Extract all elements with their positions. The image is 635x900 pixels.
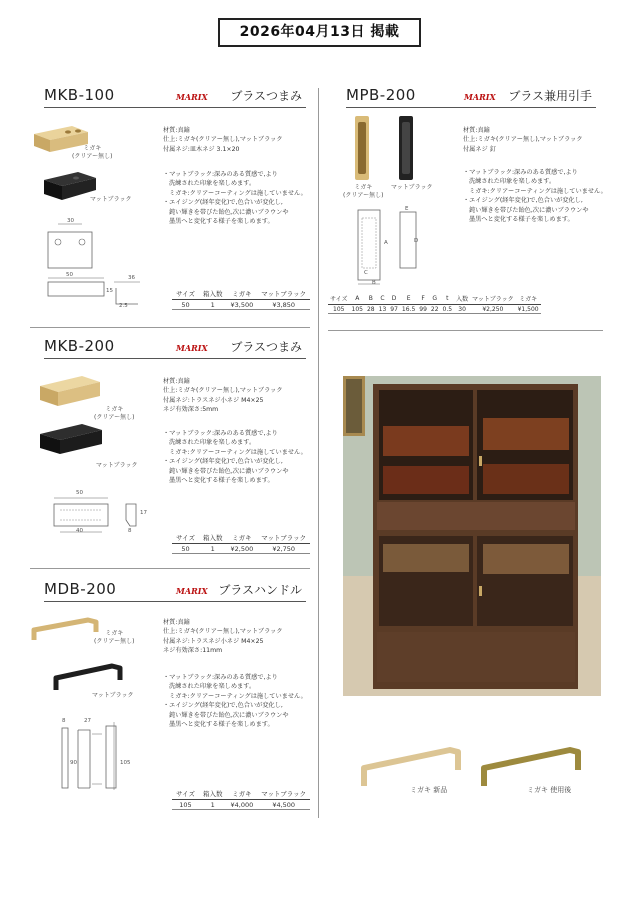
mpb200-dim-b: B <box>372 280 376 286</box>
mpb200-dim-c: C <box>364 270 368 276</box>
section-header-mkb200 <box>44 337 306 359</box>
mpb200-dim-d: D <box>414 238 419 244</box>
mpb200-brass-image <box>352 114 372 182</box>
product-title: ブラスつまみ <box>230 340 302 354</box>
mkb200-dim-pitch: 40 <box>76 528 83 534</box>
brand-logo: MARIX <box>176 586 208 596</box>
mdb200-drawing <box>56 720 136 792</box>
mpb200-price-table: サイズ A B C D E F G t 入数 マットブラック ミガキ 105 105 28 13 97 16.5 99 22 0.5 30 ¥2,250 ¥1,500 <box>330 295 539 313</box>
date-heading: 2026年04月13日 掲載 <box>218 18 421 47</box>
mdb200-variant2-caption: マットブラック <box>92 692 134 699</box>
mkb100-dim-thickness: 2.5 <box>119 303 128 309</box>
mpb200-variant2-caption: マットブラック <box>391 184 433 191</box>
mkb100-spec: 材質:真鍮 仕上:ミガキ(クリアー無し),マットブラック 付属ネジ:皿木ネジ 3.1×20 <box>163 127 283 153</box>
mdb200-variant1-caption: ミガキ (クリアー無し) <box>94 630 135 645</box>
product-title: ブラスつまみ <box>230 89 302 103</box>
product-code: MPB-200 <box>346 86 416 104</box>
mdb200-dim-length: 105 <box>120 760 131 766</box>
section-header-mpb200 <box>346 86 596 108</box>
mkb200-notes: ・マットブラック:深みのある質感で,より 洗練された印象を楽しめます。 ミガキ:クリアーコーティングは施していません。 ・エイジング(経年変化)で,色合いが変化し, 鈍い輝きを帯びた飴色,次に濃いブラウンや 墨黒へと変化する様子を楽しめます。 <box>163 430 307 485</box>
mdb200-dim-depth: 27 <box>84 718 91 724</box>
bookcase-photo <box>343 376 601 696</box>
brand-logo: MARIX <box>464 92 496 102</box>
mpb200-notes: ・マットブラック:深みのある質感で,より 洗練された印象を楽しめます。 ミガキ:クリアーコーティングは施していません。 ・エイジング(経年変化)で,色合いが変化し, 鈍い輝きを帯びた飴色,次に濃いブラウンや 墨黒へと変化する様子を楽しめます。 <box>463 169 607 224</box>
mdb200-spec: 材質:真鍮 仕上:ミガキ(クリアー無し),マットブラック 付属ネジ:トラスネジ小ネジ M4×25 ネジ有効深さ:11mm <box>163 619 283 655</box>
product-code: MDB-200 <box>44 580 117 598</box>
brand-logo: MARIX <box>176 92 208 102</box>
mkb100-variant2-caption: マットブラック <box>90 196 132 203</box>
mkb200-price-table: サイズ 箱入数 ミガキ マットブラック 50 1 ¥2,500 ¥2,750 <box>172 533 310 554</box>
handle-aged-image <box>478 742 584 792</box>
center-divider <box>318 88 319 818</box>
mkb100-variant1-caption: ミガキ (クリアー無し) <box>72 145 113 160</box>
mkb100-dim-length: 50 <box>66 272 73 278</box>
divider-mpb200 <box>328 330 603 331</box>
mkb100-dim-side: 36 <box>128 275 135 281</box>
product-code: MKB-100 <box>44 86 115 104</box>
mkb200-dim-depth: 8 <box>128 528 132 534</box>
product-code: MKB-200 <box>44 337 115 355</box>
mkb200-spec: 材質:真鍮 仕上:ミガキ(クリアー無し),マットブラック 付属ネジ:トラスネジ小ネジ M4×25 ネジ有効深さ:5mm <box>163 378 283 414</box>
divider-mkb200 <box>30 568 310 569</box>
mpb200-variant1-caption: ミガキ (クリアー無し) <box>343 184 384 199</box>
mpb200-dim-a: A <box>384 240 388 246</box>
mkb200-drawing <box>50 490 150 540</box>
handle-new-image <box>358 742 464 792</box>
mkb100-notes: ・マットブラック:深みのある質感で,より 洗練された印象を楽しめます。 ミガキ:クリアーコーティングは施していません。 ・エイジング(経年変化)で,色合いが変化し, 鈍い輝きを帯びた飴色,次に濃いブラウンや 墨黒へと変化する様子を楽しめます。 <box>163 171 307 226</box>
mpb200-dim-e: E <box>405 206 409 212</box>
mdb200-dim-thickness: 8 <box>62 718 66 724</box>
brand-logo: MARIX <box>176 343 208 353</box>
divider-mkb100 <box>30 327 310 328</box>
mdb200-black-image <box>50 660 126 696</box>
mdb200-notes: ・マットブラック:深みのある質感で,より 洗練された印象を楽しめます。 ミガキ:クリアーコーティングは施していません。 ・エイジング(経年変化)で,色合いが変化し, 鈍い輝きを帯びた飴色,次に濃いブラウンや 墨黒へと変化する様子を楽しめます。 <box>163 674 307 729</box>
mdb200-dim-pitch: 90 <box>70 760 77 766</box>
mkb100-price-table: サイズ 箱入数 ミガキ マットブラック 50 1 ¥3,500 ¥3,850 <box>172 289 310 310</box>
mdb200-brass-image <box>30 616 100 646</box>
mdb200-price-table: サイズ 箱入数 ミガキ マットブラック 105 1 ¥4,000 ¥4,500 <box>172 789 310 810</box>
mkb200-dim-length: 50 <box>76 490 83 496</box>
mpb200-black-image <box>396 114 416 182</box>
mkb200-dim-height: 17 <box>140 510 147 516</box>
mkb100-dim-width: 30 <box>67 218 74 224</box>
section-header-mdb200 <box>44 580 306 602</box>
caption-aged: ミガキ 使用後 <box>527 786 572 794</box>
mkb100-dim-height: 15 <box>106 288 113 294</box>
product-title: ブラスハンドル <box>218 583 302 597</box>
section-header-mkb100 <box>44 86 306 108</box>
product-title: ブラス兼用引手 <box>508 89 592 103</box>
mpb200-spec: 材質:真鍮 仕上:ミガキ(クリアー無し),マットブラック 付属ネジ 釘 <box>463 127 583 153</box>
mkb100-drawing <box>42 218 142 314</box>
mkb200-variant2-caption: マットブラック <box>96 462 138 469</box>
mkb200-black-image <box>38 420 104 456</box>
mkb200-brass-image <box>38 372 102 408</box>
mkb200-variant1-caption: ミガキ (クリアー無し) <box>94 406 135 421</box>
caption-new: ミガキ 新品 <box>410 786 448 794</box>
